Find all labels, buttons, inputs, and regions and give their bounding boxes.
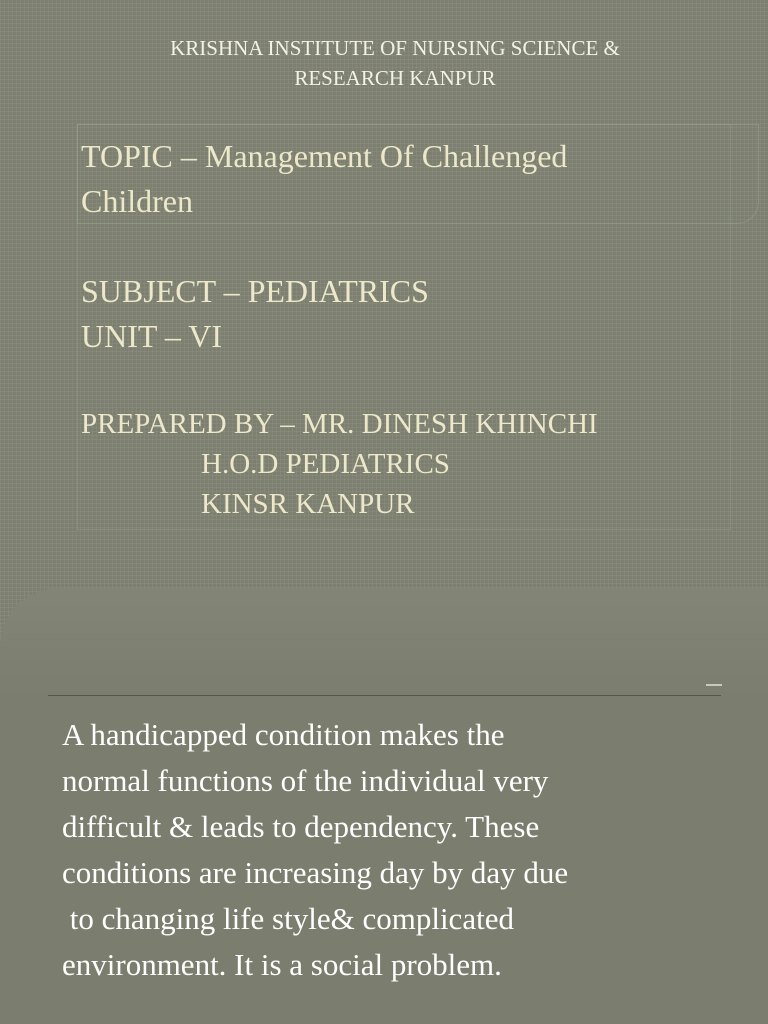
body-paragraph (62, 712, 752, 988)
body-line-2: normal functions of the individual very (62, 763, 549, 798)
prepared-by-line: PREPARED BY – MR. DINESH KHINCHI (81, 408, 598, 440)
institution-short-line: KINSR KANPUR (201, 488, 415, 520)
spacer (81, 359, 741, 404)
unit-line: UNIT – VI (81, 318, 223, 354)
topic-line-1: TOPIC – Management Of Challenged (81, 138, 568, 174)
spacer (81, 224, 741, 269)
institute-heading (90, 33, 700, 93)
institute-line-2: RESEARCH KANPUR (294, 66, 496, 90)
body-line-4: conditions are increasing day by day due (62, 855, 569, 890)
title-area (0, 588, 768, 698)
body-line-3: difficult & leads to dependency. These (62, 809, 540, 844)
title-divider (48, 695, 721, 696)
cover-text-block (81, 134, 741, 524)
designation-line: H.O.D PEDIATRICS (201, 448, 450, 480)
content-slide (0, 588, 768, 1024)
body-line-5: to changing life style& complicated (62, 901, 514, 936)
body-line-1: A handicapped condition makes the (62, 717, 505, 752)
dash-mark (706, 684, 722, 686)
body-line-6: environment. It is a social problem. (62, 947, 502, 982)
subject-line: SUBJECT – PEDIATRICS (81, 273, 429, 309)
institute-line-1: KRISHNA INSTITUTE OF NURSING SCIENCE & (170, 36, 620, 60)
topic-line-2: Children (81, 183, 193, 219)
